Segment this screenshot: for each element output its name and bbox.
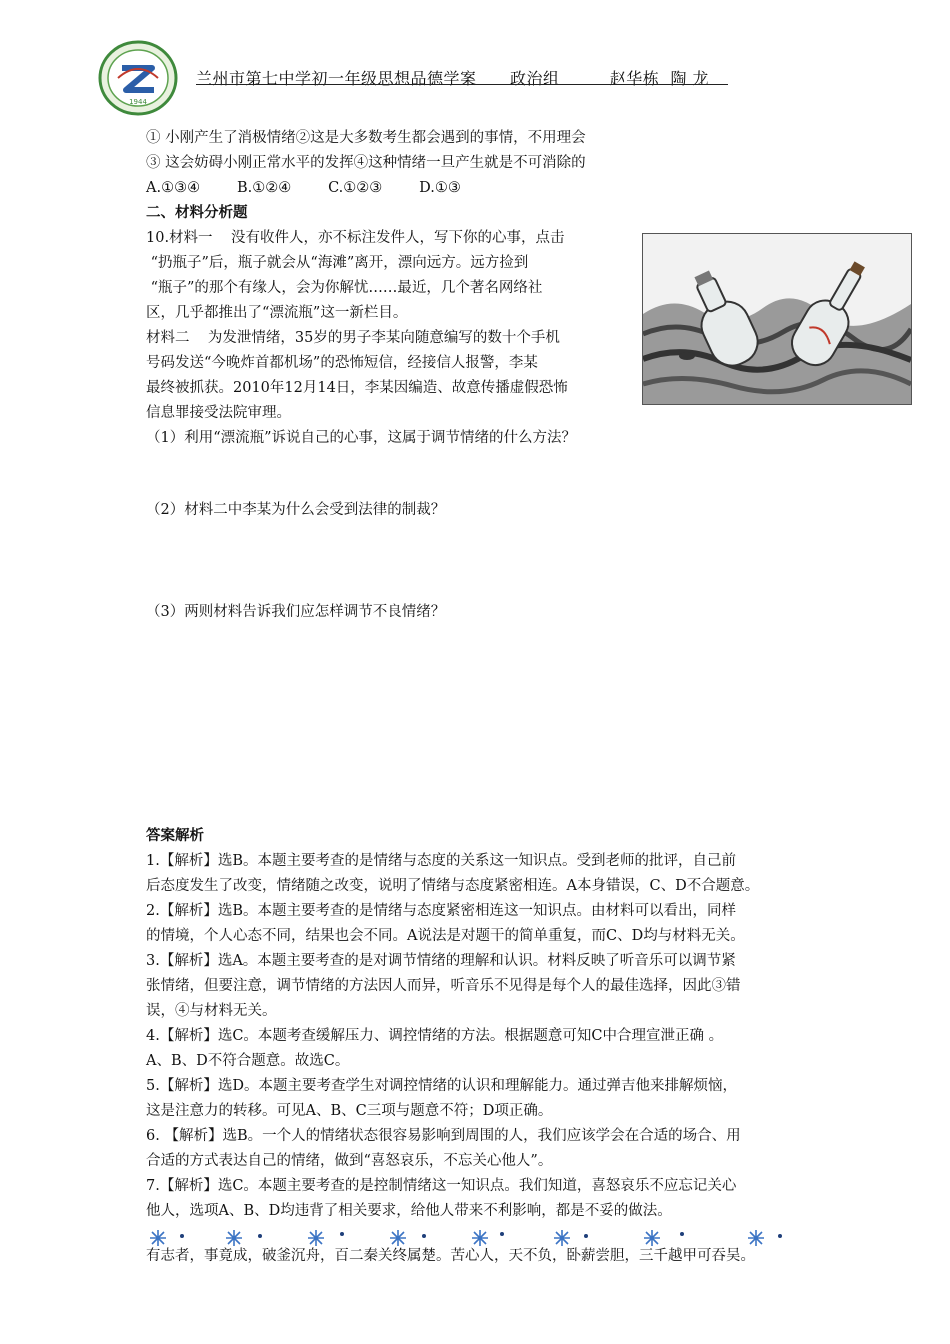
material-line: “扔瓶子”后，瓶子就会从“海滩”离开，漂向远方。远方捡到 [146,255,529,271]
answer-line: 他人，选项A、B、D均违背了相关要求，给他人带来不利影响，都是不妥的做法。 [146,1203,672,1219]
answer-line: 后态度发生了改变，情绪随之改变，说明了情绪与态度紧密相连。A本身错误，C、D不合题意。 [146,878,760,894]
snowflake-ornament-row [146,1228,806,1248]
section-title: 二、材料分析题 [146,204,248,221]
material-line: 10.材料一 没有收件人，亦不标注发件人，写下你的心事，点击 [146,230,565,246]
header-underline [196,84,728,85]
bottles-illustration-icon [642,233,912,405]
answer-line: A、B、D不符合题意。故选C。 [146,1053,350,1069]
answer-line: 6. 【解析】选B。一个人的情绪状态很容易影响到周围的人，我们应该学会在合适的场合、用 [146,1128,741,1144]
material-line: 号码发送“今晚炸首都机场”的恐怖短信，经接信人报警，李某 [146,355,538,371]
sub-question-1: （1）利用“漂流瓶”诉说自己的心事，这属于调节情绪的什么方法？ [146,430,577,446]
answer-line: 合适的方式表达自己的情绪，做到“喜怒哀乐，不忘关心他人”。 [146,1153,553,1169]
answer-line: 1.【解析】选B。本题主要考查的是情绪与态度的关系这一知识点。受到老师的批评，自己前 [146,853,736,869]
answer-line: 的情境，个人心态不同，结果也会不同。A说法是对题干的简单重复，而C、D均与材料无关。 [146,928,745,944]
material-line: “瓶子”的那个有缘人，会为你解忧……最近，几个著名网络社 [146,280,543,296]
logo-year: 1944 [129,98,147,106]
sub-question-3: （3）两则材料告诉我们应怎样调节不良情绪？ [146,604,446,620]
snowflake-icon [150,1230,764,1246]
answer-line: 4.【解析】选C。本题考查缓解压力、调控情绪的方法。根据题意可知C中合理宣泄正确 。 [146,1028,724,1044]
material-line: 材料二 为发泄情绪，35岁的男子李某向随意编写的数十个手机 [146,330,560,346]
material-line: 最终被抓获。2010年12月14日，李某因编造、故意传播虚假恐怖 [146,380,568,396]
answer-choices: A.①③④ B.①②④ C.①②③ D.①③ [146,180,461,196]
material-line: 信息罪接受法院审理。 [146,405,291,421]
answer-line: 这是注意力的转移。可见A、B、C三项与题意不符；D项正确。 [146,1103,553,1119]
answer-line: 5.【解析】选D。本题主要考查学生对调控情绪的认识和理解能力。通过弹吉他来排解烦恼， [146,1078,737,1094]
answer-line: 误，④与材料无关。 [146,1003,277,1019]
option-line-1: ① 小刚产生了消极情绪②这是大多数考生都会遇到的事情，不用理会 [146,130,586,146]
answer-line: 张情绪，但要注意，调节情绪的方法因人而异，听音乐不见得是每个人的最佳选择，因此③错 [146,978,741,994]
footer-motto: 有志者，事竟成，破釜沉舟，百二秦关终属楚。苦心人，天不负，卧薪尝胆，三千越甲可吞吴。 [146,1248,755,1264]
school-logo-icon [98,38,178,118]
answer-line: 3.【解析】选A。本题主要考查的是对调节情绪的理解和认识。材料反映了听音乐可以调节紧 [146,953,736,969]
answers-title: 答案解析 [146,827,204,844]
option-line-2: ③ 这会妨碍小刚正常水平的发挥④这种情绪一旦产生就是不可消除的 [146,155,586,171]
material-line: 区，几乎都推出了“漂流瓶”这一新栏目。 [146,305,408,321]
answer-line: 7.【解析】选C。本题主要考查的是控制情绪这一知识点。我们知道，喜怒哀乐不应忘记关心 [146,1178,737,1194]
header-title: 兰州市第七中学初一年级思想品德学案 政治组 赵华栋 陶 龙 [196,69,710,88]
sub-question-2: （2）材料二中李某为什么会受到法律的制裁？ [146,502,446,518]
answer-line: 2.【解析】选B。本题主要考查的是情绪与态度紧密相连这一知识点。由材料可以看出，同样 [146,903,736,919]
